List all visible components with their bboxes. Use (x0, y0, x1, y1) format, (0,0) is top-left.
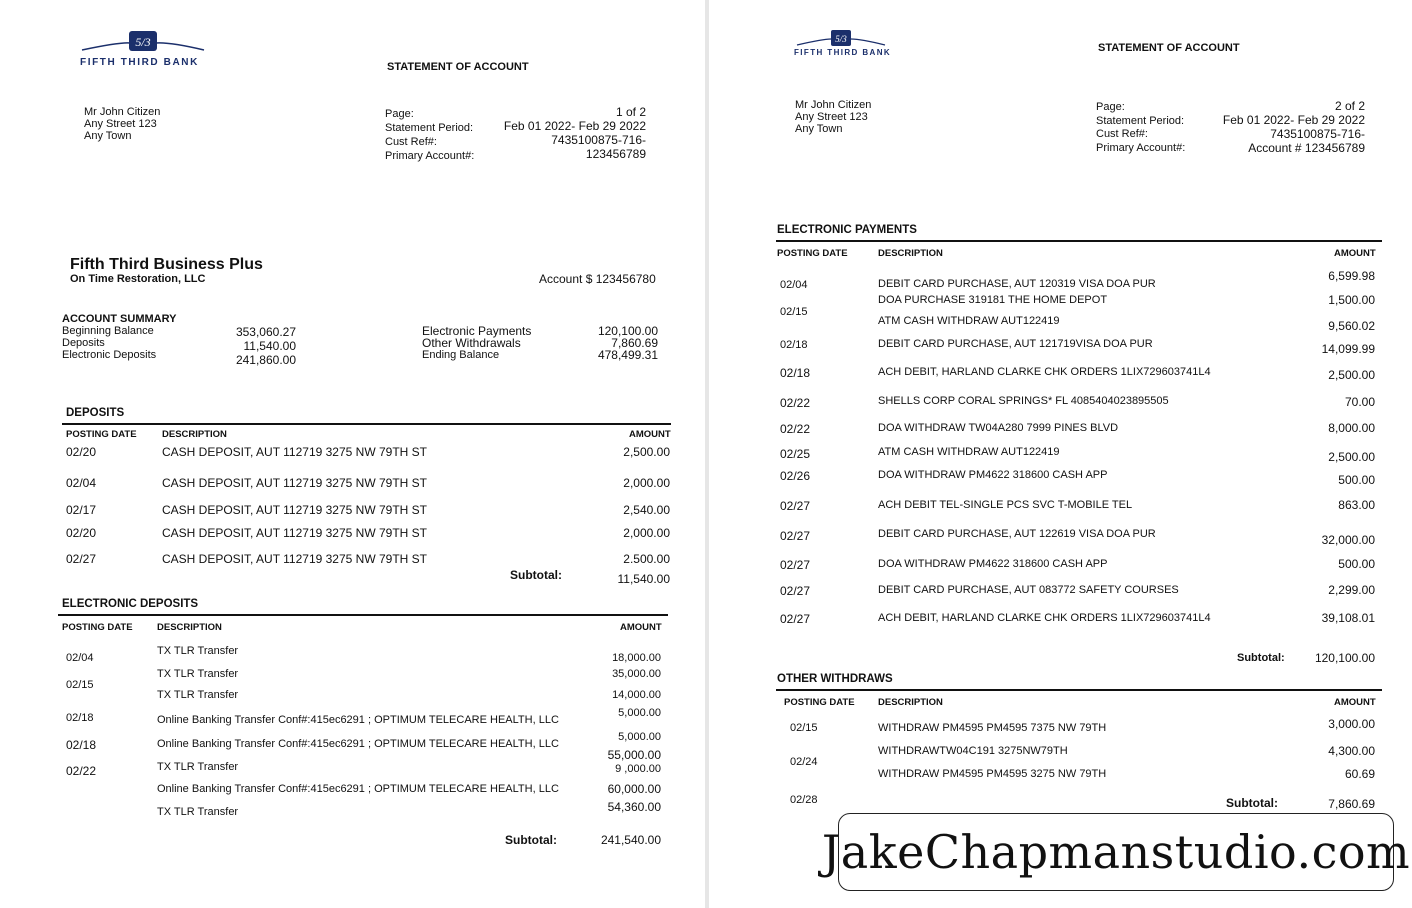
table-row-date: 02/15 (780, 306, 808, 318)
table-row-amount: 5,000.00 (618, 731, 661, 743)
table-row-desc: CASH DEPOSIT, AUT 112719 3275 NW 79TH ST (162, 476, 427, 490)
primary-account-label: Primary Account#: (385, 150, 475, 162)
table-row-date: 02/22 (66, 764, 97, 778)
table-row-amount: 2,500.00 (1328, 368, 1375, 382)
bank-name: FIFTH THIRD BANK (794, 48, 892, 57)
ow-subtotal: 7,860.69 (1328, 797, 1375, 811)
table-row-desc: TX TLR Transfer (157, 645, 239, 657)
svg-text:5/3: 5/3 (835, 34, 847, 44)
ep-subtotal: 120,100.00 (1314, 651, 1375, 665)
primary-account: 123456789 (585, 147, 646, 161)
ed-col-desc: DESCRIPTION (157, 622, 222, 633)
table-row-date: 02/25 (780, 447, 811, 461)
beginning-balance-label: Beginning Balance (62, 325, 154, 337)
cust-ref-label: Cust Ref#: (1096, 128, 1148, 140)
table-row-date: 02/28 (790, 794, 818, 806)
ed-subtotal-label: Subtotal: (505, 833, 557, 847)
electronic-deposits-rule (58, 614, 668, 616)
table-row-amount: 3,000.00 (1328, 717, 1375, 731)
table-row-date: 02/22 (780, 422, 811, 436)
period-label: Statement Period: (385, 122, 474, 134)
table-row-desc: ACH DEBIT, HARLAND CLARKE CHK ORDERS 1LIX729603741L4 (878, 366, 1211, 378)
table-row-desc: TX TLR Transfer (157, 761, 239, 773)
table-row-desc: ACH DEBIT TEL-SINGLE PCS SVC T-MOBILE TEL (878, 499, 1133, 511)
table-row-desc: ATM CASH WITHDRAW AUT122419 (878, 315, 1060, 327)
table-row-amount: 14,099.99 (1321, 342, 1375, 356)
table-row-desc: Online Banking Transfer Conf#:415ec6291 ; OPTIMUM TELECARE HEALTH, LLC (157, 783, 559, 795)
table-row-desc: CASH DEPOSIT, AUT 112719 3275 NW 79TH ST (162, 526, 427, 540)
table-row-amount: 9 ,000.00 (615, 763, 661, 775)
deposits-label: Deposits (62, 337, 105, 349)
deposits-col-date: POSTING DATE (66, 429, 137, 440)
table-row-desc: DEBIT CARD PURCHASE, AUT 083772 SAFETY COURSES (878, 584, 1179, 596)
ep-subtotal-label: Subtotal: (1237, 652, 1285, 664)
table-row-amount: 2,500.00 (623, 445, 670, 459)
ep-col-desc: DESCRIPTION (878, 248, 943, 259)
table-row-date: 02/26 (780, 469, 811, 483)
deposits-col-amount: AMOUNT (629, 429, 671, 440)
table-row-date: 02/18 (780, 366, 811, 380)
table-row-desc: ACH DEBIT, HARLAND CLARKE CHK ORDERS 1LIX729603741L4 (878, 612, 1211, 624)
address-line: Any Town (795, 123, 843, 135)
table-row-date: 02/24 (790, 756, 818, 768)
table-row-date: 02/15 (66, 679, 94, 691)
table-row-date: 02/04 (66, 476, 97, 490)
header-labels (385, 107, 474, 163)
table-row-desc: Online Banking Transfer Conf#:415ec6291 ; OPTIMUM TELECARE HEALTH, LLC (157, 714, 559, 726)
table-row-amount: 2,000.00 (623, 526, 670, 540)
statement-period: Feb 01 2022- Feb 29 2022 (1222, 113, 1365, 127)
bank-logo (80, 30, 206, 59)
deposits-col-desc: DESCRIPTION (162, 429, 227, 440)
table-row-amount: 9,560.02 (1328, 319, 1375, 333)
table-row-amount: 39,108.01 (1321, 611, 1375, 625)
table-row-amount: 2,299.00 (1328, 583, 1375, 597)
table-row-amount: 35,000.00 (612, 668, 661, 680)
table-row-desc: DEBIT CARD PURCHASE, AUT 122619 VISA DOA PUR (878, 528, 1156, 540)
period-label: Statement Period: (1096, 114, 1185, 127)
svg-text:5/3: 5/3 (135, 35, 151, 49)
table-row-date: 02/18 (780, 339, 808, 351)
table-row-amount: 4,300.00 (1328, 744, 1375, 758)
ep-col-date: POSTING DATE (777, 248, 848, 259)
ending-balance-value: 478,499.31 (597, 348, 658, 362)
ending-balance-label: Ending Balance (422, 349, 500, 361)
deposits-subtotal: 11,540.00 (617, 572, 670, 586)
table-row-date: 02/27 (780, 558, 811, 572)
table-row-date: 02/22 (780, 396, 811, 410)
ow-col-desc: DESCRIPTION (878, 697, 943, 708)
ed-col-amount: AMOUNT (620, 622, 662, 633)
table-row-amount: 2.500.00 (623, 552, 670, 566)
table-row-desc: WITHDRAW PM4595 PM4595 7375 NW 79TH (878, 722, 1107, 734)
summary-right-labels (422, 325, 531, 361)
table-row-amount: 55,000.00 (607, 748, 661, 762)
table-row-amount: 2,540.00 (623, 503, 670, 517)
table-row-amount: 54,360.00 (607, 800, 661, 814)
table-row-amount: 60,000.00 (607, 782, 661, 796)
table-row-desc: WITHDRAW PM4595 PM4595 3275 NW 79TH (878, 768, 1107, 780)
table-row-desc: DEBIT CARD PURCHASE, AUT 120319 VISA DOA PUR (878, 278, 1156, 290)
electronic-payments-value: 120,100.00 (597, 324, 658, 338)
bank-logo-icon (795, 29, 887, 48)
statement-page-1 (0, 0, 705, 908)
page-label: Page: (1096, 101, 1125, 113)
other-withdrawals-label: Other Withdrawals (422, 336, 521, 350)
deposits-title: DEPOSITS (66, 407, 125, 419)
bank-logo-icon (80, 30, 206, 54)
electronic-payments-label: Electronic Payments (422, 324, 532, 338)
other-withdrawals-value: 7,860.69 (611, 336, 658, 350)
table-row-date: 02/15 (790, 722, 818, 734)
other-withdraws-title: OTHER WITHDRAWS (777, 673, 893, 685)
table-row-desc: CASH DEPOSIT, AUT 112719 3275 NW 79TH ST (162, 445, 427, 459)
beginning-balance-value: 353,060.27 (235, 325, 296, 339)
page-number: 1 of 2 (615, 105, 646, 119)
address-line: Mr John Citizen (795, 99, 872, 111)
ow-col-date: POSTING DATE (784, 697, 855, 708)
table-row-desc: DOA WITHDRAW TW04A280 7999 PINES BLVD (878, 422, 1119, 434)
table-row-amount: 14,000.00 (612, 689, 661, 701)
table-row-desc: DEBIT CARD PURCHASE, AUT 121719VISA DOA PUR (878, 338, 1153, 350)
address-line: Mr John Citizen (84, 106, 161, 118)
statement-title: STATEMENT OF ACCOUNT (1098, 42, 1240, 54)
electronic-payments-title: ELECTRONIC PAYMENTS (777, 224, 917, 236)
table-row-amount: 1,500.00 (1328, 293, 1375, 307)
table-row-desc: TX TLR Transfer (157, 806, 239, 818)
table-row-date: 02/20 (66, 526, 97, 540)
ow-subtotal-label: Subtotal: (1226, 796, 1278, 810)
customer-address (84, 106, 160, 142)
table-row-amount: 70.00 (1344, 395, 1375, 409)
company-name: On Time Restoration, LLC (70, 273, 206, 285)
cust-ref: 7435100875-716- (551, 133, 646, 147)
primary-account-label: Primary Account#: (1096, 141, 1186, 154)
bank-name: FIFTH THIRD BANK (80, 57, 199, 68)
account-summary-title: ACCOUNT SUMMARY (62, 313, 177, 325)
electronic-payments-rule (776, 240, 1382, 242)
table-row-desc: DOA WITHDRAW PM4622 318600 CASH APP (878, 469, 1108, 481)
other-withdraws-rule (776, 689, 1382, 691)
table-row-date: 02/18 (66, 738, 97, 752)
table-row-date: 02/04 (66, 652, 94, 664)
table-row-date: 02/17 (66, 503, 97, 517)
table-row-desc: DOA WITHDRAW PM4622 318600 CASH APP (878, 558, 1108, 570)
watermark-banner: JakeChapmanstudio.com (838, 813, 1394, 891)
table-row-desc: CASH DEPOSIT, AUT 112719 3275 NW 79TH ST (162, 503, 427, 517)
table-row-amount: 6,599.98 (1328, 269, 1375, 283)
table-row-date: 02/18 (66, 712, 94, 724)
header-labels (1096, 101, 1185, 155)
ed-subtotal: 241,540.00 (600, 833, 661, 847)
deposits-subtotal-label: Subtotal: (510, 568, 562, 582)
summary-left-values (210, 325, 296, 367)
table-row-amount: 5,000.00 (618, 707, 661, 719)
summary-left-labels (62, 325, 156, 361)
table-row-amount: 2,500.00 (1328, 450, 1375, 464)
address-line: Any Street 123 (84, 118, 157, 130)
table-row-desc: WITHDRAWTW04C191 3275NW79TH (878, 745, 1068, 757)
page-number: 2 of 2 (1334, 99, 1365, 113)
product-name: Fifth Third Business Plus (70, 256, 263, 273)
header-values (1205, 99, 1365, 155)
ow-col-amount: AMOUNT (1334, 697, 1376, 708)
table-row-date: 02/27 (780, 584, 811, 598)
address-line: Any Street 123 (795, 111, 868, 123)
cust-ref-label: Cust Ref#: (385, 136, 437, 148)
ed-col-date: POSTING DATE (62, 622, 133, 633)
electronic-deposits-title: ELECTRONIC DEPOSITS (62, 598, 199, 610)
table-row-date: 02/27 (780, 499, 811, 513)
table-row-desc: TX TLR Transfer (157, 689, 239, 701)
primary-account: Account # 123456789 (1248, 141, 1365, 155)
statement-title: STATEMENT OF ACCOUNT (387, 61, 529, 73)
table-row-desc: Online Banking Transfer Conf#:415ec6291 ; OPTIMUM TELECARE HEALTH, LLC (157, 738, 559, 750)
table-row-desc: DOA PURCHASE 319181 THE HOME DEPOT (878, 294, 1108, 306)
electronic-deposits-label: Electronic Deposits (62, 349, 157, 361)
customer-address (795, 99, 871, 135)
deposits-value: 11,540.00 (243, 339, 296, 353)
page-label: Page: (385, 108, 414, 120)
table-row-amount: 863.00 (1338, 498, 1375, 512)
table-row-amount: 60.69 (1344, 767, 1375, 781)
header-values (486, 105, 646, 161)
address-line: Any Town (84, 130, 132, 142)
deposits-rule (62, 423, 671, 425)
account-number: Account $ 123456780 (539, 272, 656, 286)
table-row-date: 02/04 (780, 279, 808, 291)
table-row-desc: SHELLS CORP CORAL SPRINGS* FL 4085404023895505 (878, 395, 1169, 407)
table-row-amount: 32,000.00 (1321, 533, 1375, 547)
cust-ref: 7435100875-716- (1270, 127, 1365, 141)
statement-period: Feb 01 2022- Feb 29 2022 (503, 119, 646, 133)
table-row-date: 02/27 (780, 529, 811, 543)
statement-page-2 (709, 0, 1412, 908)
table-row-amount: 500.00 (1338, 473, 1375, 487)
table-row-desc: TX TLR Transfer (157, 668, 239, 680)
table-row-date: 02/20 (66, 445, 97, 459)
table-row-amount: 500.00 (1338, 557, 1375, 571)
table-row-amount: 18,000.00 (612, 652, 661, 664)
table-row-desc: ATM CASH WITHDRAW AUT122419 (878, 446, 1060, 458)
table-row-date: 02/27 (66, 552, 97, 566)
table-row-amount: 8,000.00 (1328, 421, 1375, 435)
electronic-deposits-value: 241,860.00 (235, 353, 296, 367)
table-row-amount: 2,000.00 (623, 476, 670, 490)
table-row-date: 02/27 (780, 612, 811, 626)
summary-right-values (568, 325, 658, 361)
ep-col-amount: AMOUNT (1334, 248, 1376, 259)
table-row-desc: CASH DEPOSIT, AUT 112719 3275 NW 79TH ST (162, 552, 427, 566)
